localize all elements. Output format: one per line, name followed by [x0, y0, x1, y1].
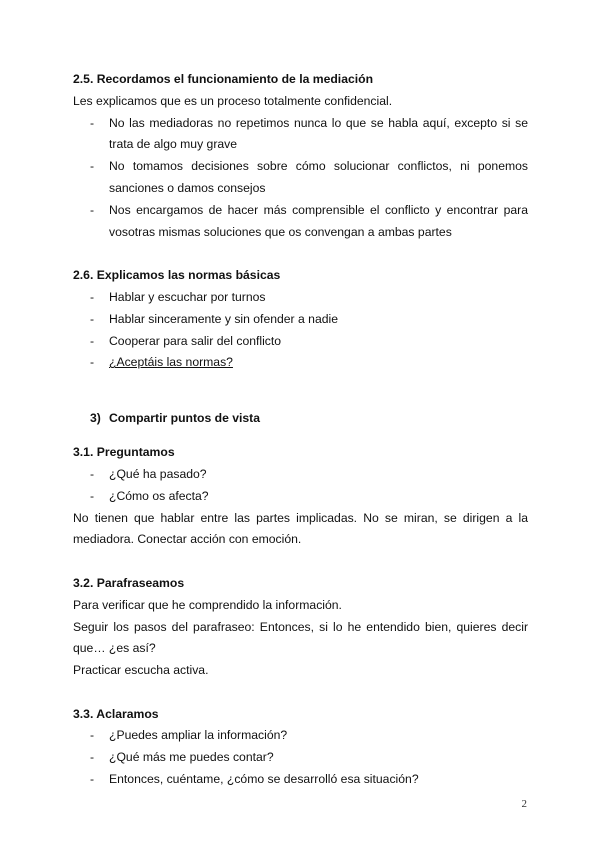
section-3-2-p2: Seguir los pasos del parafraseo: Entonces, si lo he entendido bien, quieres decir que… ¿es así? — [73, 619, 528, 656]
list-item: - ¿Aceptáis las normas? — [90, 355, 233, 370]
section-2-5-heading: 2.5. Recordamos el funcionamiento de la mediación — [73, 72, 374, 86]
list-item: - Hablar y escuchar por turnos — [90, 289, 266, 304]
list-item: - ¿Qué ha pasado? — [90, 466, 207, 481]
list-item: - Hablar sinceramente y sin ofender a nadie — [90, 311, 338, 326]
list-item: - ¿Cómo os afecta? — [90, 488, 209, 503]
list-item: - ¿Puedes ampliar la información? — [90, 728, 288, 743]
section-3-3-heading: 3.3. Aclaramos — [73, 706, 159, 721]
section-3-2-p1: Para verificar que he comprendido la información. — [73, 597, 342, 612]
section-3-2-heading: 3.2. Parafraseamos — [73, 575, 185, 590]
section-3-heading: 3) Compartir puntos de vista — [90, 411, 261, 426]
section-2-5-list — [73, 113, 528, 244]
section-3-1-heading: 3.1. Preguntamos — [73, 445, 175, 460]
list-item: - Entonces, cuéntame, ¿cómo se desarrolló esa situación? — [90, 772, 419, 787]
section-2-6-heading: 2.6. Explicamos las normas básicas — [73, 268, 281, 283]
list-item: - Cooperar para salir del conflicto — [90, 333, 282, 348]
document-page — [73, 69, 528, 791]
list-item: - No tomamos decisiones sobre cómo solucionar conflictos, ni ponemos sanciones o damos consejos — [90, 159, 528, 195]
section-3-1-list — [73, 464, 528, 508]
underlined-question: ¿Aceptáis las normas? — [109, 355, 233, 370]
list-item: - ¿Qué más me puedes contar? — [90, 750, 274, 765]
page-number: 2 — [521, 798, 527, 810]
section-2-6-list — [73, 287, 528, 374]
section-3-2-p3: Practicar escucha activa. — [73, 663, 209, 678]
section-2-5-intro: Les explicamos que es un proceso totalmente confidencial. — [73, 93, 393, 108]
list-item: - No las mediadoras no repetimos nunca lo que se habla aquí, excepto si se trata de algo muy grave — [90, 115, 528, 152]
section-3-1-text: No tienen que hablar entre las partes implicadas. No se miran, se dirigen a la mediadora. Conectar acción con emoción. — [73, 510, 528, 547]
list-item: - Nos encargamos de hacer más comprensible el conflicto y encontrar para vosotras mismas soluciones que os convengan a ambas partes — [90, 202, 528, 239]
section-3-3-list — [73, 725, 528, 790]
